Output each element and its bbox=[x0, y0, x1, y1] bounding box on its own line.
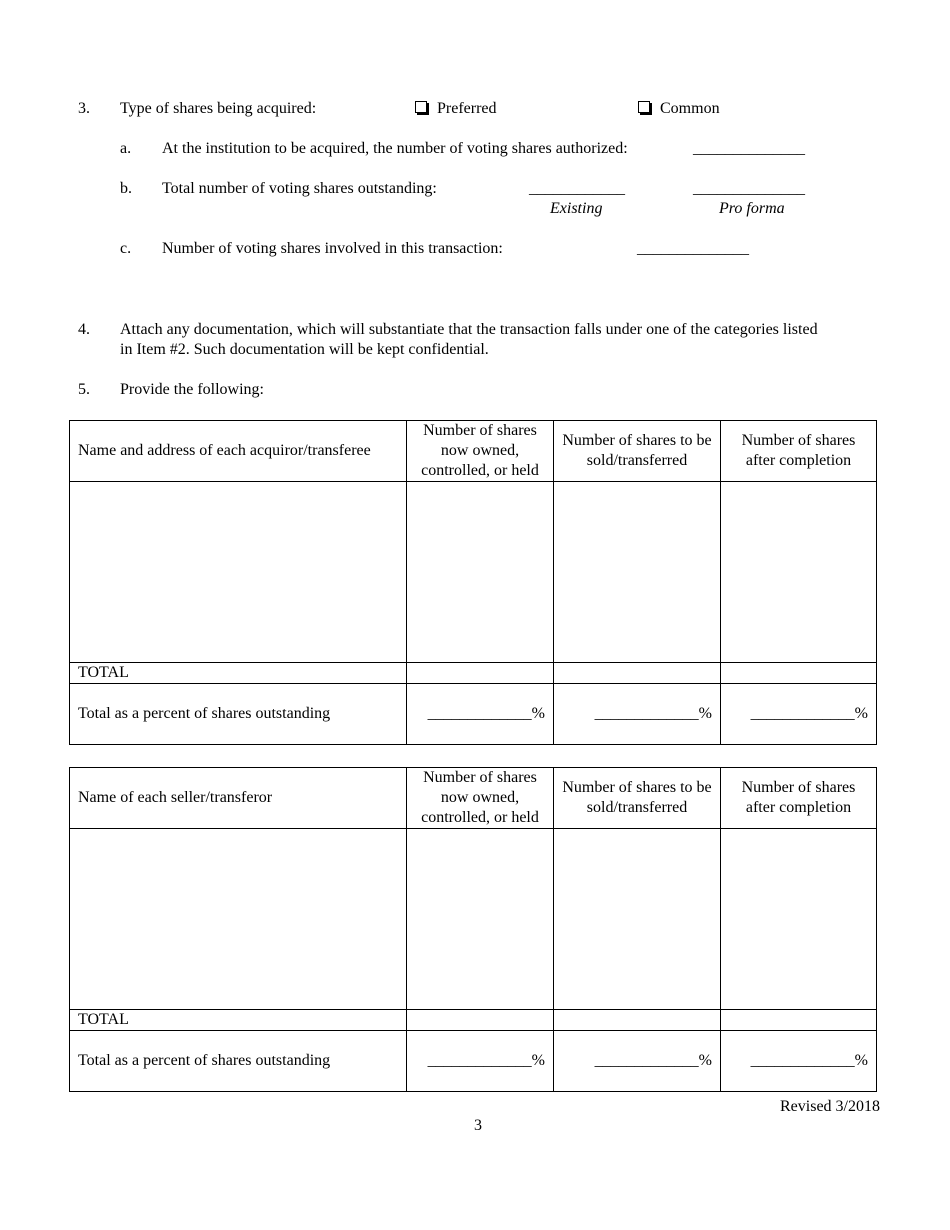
acquiror-percent-transferred-field[interactable]: _____________% bbox=[554, 684, 721, 745]
seller-percent-label: Total as a percent of shares outstanding bbox=[70, 1031, 407, 1092]
seller-total-owned-cell[interactable] bbox=[407, 1010, 554, 1031]
acquiror-after-cell[interactable] bbox=[721, 482, 877, 663]
seller-table bbox=[69, 767, 877, 1092]
seller-percent-row bbox=[70, 1031, 877, 1092]
seller-total-transferred-cell[interactable] bbox=[554, 1010, 721, 1031]
common-label: Common bbox=[660, 100, 720, 117]
acquiror-table bbox=[69, 420, 877, 745]
item3b-letter: b. bbox=[120, 180, 132, 197]
proforma-label: Pro forma bbox=[719, 200, 785, 217]
acquiror-total-after-cell[interactable] bbox=[721, 663, 877, 684]
acquiror-percent-row bbox=[70, 684, 877, 745]
seller-total-label: TOTAL bbox=[70, 1010, 407, 1031]
acquiror-percent-after-field[interactable]: _____________% bbox=[721, 684, 877, 745]
authorized-shares-field[interactable]: ______________ bbox=[693, 140, 805, 157]
seller-percent-after-field[interactable]: _____________% bbox=[721, 1031, 877, 1092]
seller-total-row bbox=[70, 1010, 877, 1031]
item3c-text: Number of voting shares involved in this transaction: bbox=[162, 240, 503, 257]
seller-percent-owned-field[interactable]: _____________% bbox=[407, 1031, 554, 1092]
item5-text: Provide the following: bbox=[120, 381, 264, 398]
seller-after-cell[interactable] bbox=[721, 829, 877, 1010]
after-completion-header: Number of shares after completion bbox=[721, 421, 877, 482]
existing-label: Existing bbox=[550, 200, 603, 217]
seller-transferred-header: Number of shares to be sold/transferred bbox=[554, 768, 721, 829]
existing-shares-field[interactable]: ____________ bbox=[529, 180, 625, 197]
acquiror-transferred-cell[interactable] bbox=[554, 482, 721, 663]
acquiror-percent-label: Total as a percent of shares outstanding bbox=[70, 684, 407, 745]
acquiror-total-owned-cell[interactable] bbox=[407, 663, 554, 684]
acquiror-percent-owned-field[interactable]: _____________% bbox=[407, 684, 554, 745]
item4-number: 4. bbox=[78, 321, 90, 338]
item3-label: Type of shares being acquired: bbox=[120, 100, 317, 117]
acquiror-total-label: TOTAL bbox=[70, 663, 407, 684]
acquiror-header-row bbox=[70, 421, 877, 482]
preferred-checkbox-option[interactable] bbox=[415, 99, 497, 119]
preferred-label: Preferred bbox=[437, 100, 497, 117]
seller-total-after-cell[interactable] bbox=[721, 1010, 877, 1031]
seller-name-cell[interactable] bbox=[70, 829, 407, 1010]
item3-number: 3. bbox=[78, 100, 90, 117]
item3a-text: At the institution to be acquired, the number of voting shares authorized: bbox=[162, 140, 628, 157]
seller-owned-header: Number of shares now owned, controlled, or held bbox=[407, 768, 554, 829]
seller-after-completion-header: Number of shares after completion bbox=[721, 768, 877, 829]
item3a-letter: a. bbox=[120, 140, 132, 157]
item5-number: 5. bbox=[78, 381, 90, 398]
transaction-shares-field[interactable]: ______________ bbox=[637, 240, 749, 257]
item3c-letter: c. bbox=[120, 240, 132, 257]
item4-line1: Attach any documentation, which will substantiate that the transaction falls under one of the categories listed bbox=[120, 321, 818, 338]
seller-name-header: Name of each seller/transferor bbox=[70, 768, 407, 829]
acquiror-total-row bbox=[70, 663, 877, 684]
common-checkbox-option[interactable] bbox=[638, 99, 720, 119]
acquiror-name-cell[interactable] bbox=[70, 482, 407, 663]
item4-line2: in Item #2. Such documentation will be kept confidential. bbox=[120, 341, 489, 358]
acquiror-entry-row bbox=[70, 482, 877, 663]
acquiror-total-transferred-cell[interactable] bbox=[554, 663, 721, 684]
preferred-checkbox[interactable] bbox=[415, 101, 427, 113]
revision-note: Revised 3/2018 bbox=[780, 1098, 880, 1115]
proforma-shares-field[interactable]: ______________ bbox=[693, 180, 805, 197]
seller-percent-transferred-field[interactable]: _____________% bbox=[554, 1031, 721, 1092]
acquiror-name-header: Name and address of each acquiror/transferee bbox=[70, 421, 407, 482]
seller-transferred-cell[interactable] bbox=[554, 829, 721, 1010]
page-number: 3 bbox=[474, 1117, 482, 1134]
common-checkbox[interactable] bbox=[638, 101, 650, 113]
seller-owned-cell[interactable] bbox=[407, 829, 554, 1010]
acquiror-owned-cell[interactable] bbox=[407, 482, 554, 663]
owned-header: Number of shares now owned, controlled, or held bbox=[407, 421, 554, 482]
item3b-text: Total number of voting shares outstanding: bbox=[162, 180, 437, 197]
seller-header-row bbox=[70, 768, 877, 829]
transferred-header: Number of shares to be sold/transferred bbox=[554, 421, 721, 482]
seller-entry-row bbox=[70, 829, 877, 1010]
